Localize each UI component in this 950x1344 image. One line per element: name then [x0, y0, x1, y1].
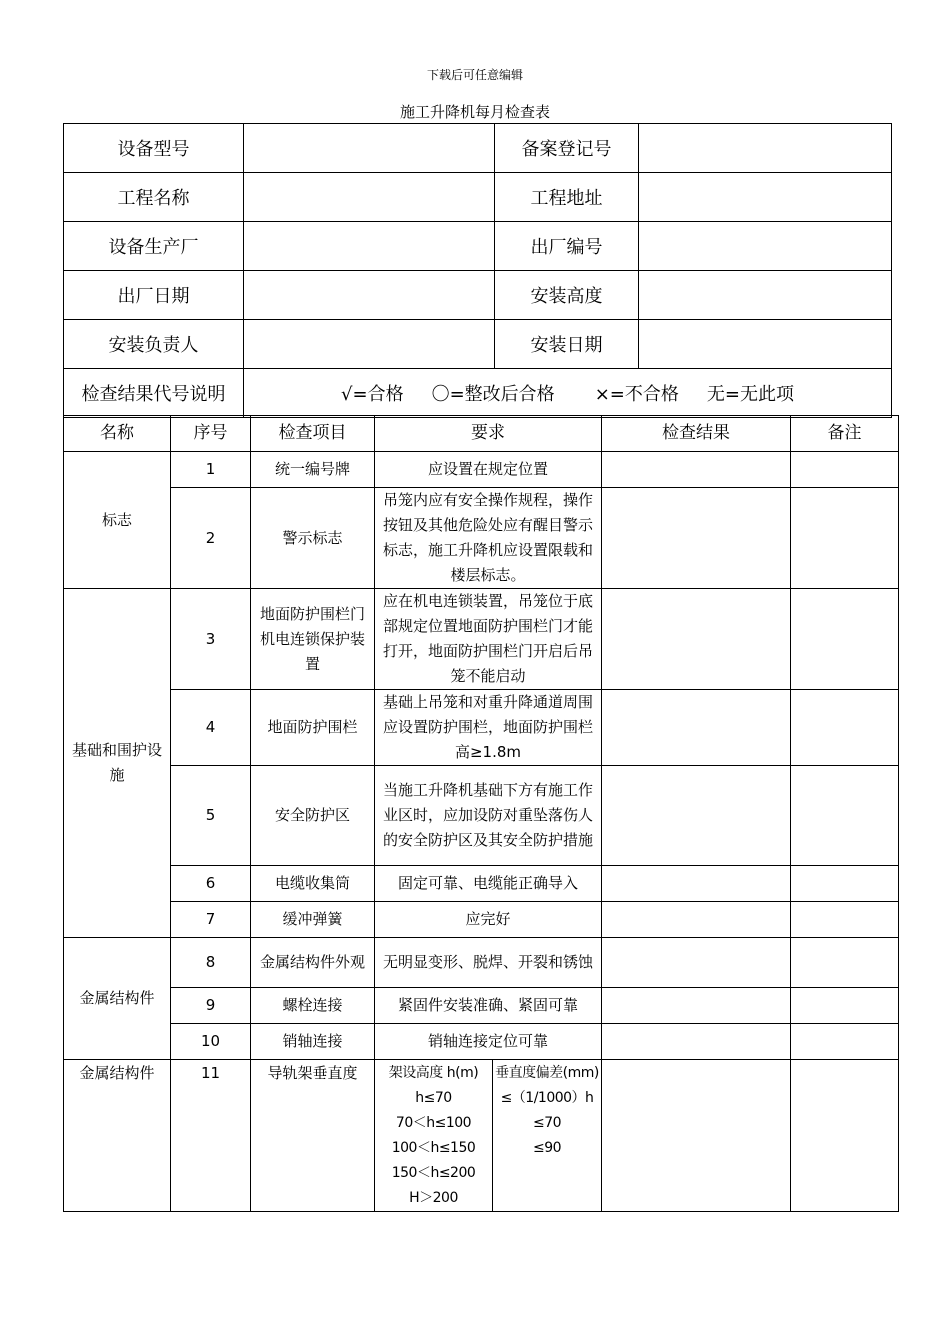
- header-number: 序号: [171, 416, 251, 452]
- row-item: 地面防护围栏: [251, 690, 375, 766]
- info-row: [64, 369, 892, 418]
- factory-date-value: [244, 271, 495, 320]
- project-name-value: [244, 173, 495, 222]
- header-requirement: 要求: [375, 416, 602, 452]
- deviation-value: ≤（1/1000）h: [500, 1090, 594, 1106]
- row-result: [602, 488, 791, 589]
- row-number: 1: [171, 452, 251, 488]
- install-date-value: [639, 320, 892, 369]
- install-height-value: [639, 271, 892, 320]
- group-metal: 金属结构件: [64, 938, 171, 1060]
- table-row: [64, 452, 899, 488]
- table-row: [64, 1060, 899, 1212]
- height-range: 70＜h≤100: [395, 1115, 472, 1131]
- row-item: 安全防护区: [251, 766, 375, 866]
- row-number: 6: [171, 866, 251, 902]
- row-result: [602, 1060, 791, 1212]
- info-row: [64, 124, 892, 173]
- row-result: [602, 988, 791, 1024]
- table-row: [64, 866, 899, 902]
- row-requirement: 应完好: [375, 902, 602, 938]
- code-fail: ×=不合格: [594, 384, 679, 405]
- row-number: 10: [171, 1024, 251, 1060]
- height-range: h≤70: [415, 1090, 452, 1106]
- info-row: [64, 320, 892, 369]
- row-requirement: 销轴连接定位可靠: [375, 1024, 602, 1060]
- row-remark: [791, 488, 899, 589]
- code-legend: [244, 369, 892, 418]
- row-remark: [791, 938, 899, 988]
- group-metal-2: 金属结构件: [64, 1060, 171, 1212]
- group-foundation: 基础和围护设施: [64, 589, 171, 938]
- row-item: 导轨架垂直度: [251, 1060, 375, 1212]
- model-label: 设备型号: [64, 124, 244, 173]
- row-result: [602, 1024, 791, 1060]
- row-number: 11: [171, 1060, 251, 1212]
- table-row: [64, 1024, 899, 1060]
- row-number: 7: [171, 902, 251, 938]
- factory-date-label: 出厂日期: [64, 271, 244, 320]
- row-requirement: 基础上吊笼和对重升降通道周围应设置防护围栏，地面防护围栏高≥1.8m: [375, 690, 602, 766]
- row-result: [602, 452, 791, 488]
- install-date-label: 安装日期: [495, 320, 639, 369]
- row-requirement: 固定可靠、电缆能正确导入: [375, 866, 602, 902]
- row-remark: [791, 452, 899, 488]
- document-title: 施工升降机每月检查表: [399, 103, 550, 121]
- row-item: 销轴连接: [251, 1024, 375, 1060]
- install-height-label: 安装高度: [495, 271, 639, 320]
- row-number: 5: [171, 766, 251, 866]
- row-requirement: 应设置在规定位置: [375, 452, 602, 488]
- manufacturer-label: 设备生产厂: [64, 222, 244, 271]
- header-note: 下载后可任意编辑: [426, 68, 523, 82]
- code-legend-label: 检查结果代号说明: [64, 369, 244, 418]
- row-result: [602, 938, 791, 988]
- height-range: 150＜h≤200: [391, 1165, 476, 1181]
- row-remark: [791, 766, 899, 866]
- group-sign: 标志: [64, 452, 171, 589]
- height-range-cell: [375, 1060, 493, 1212]
- header-remark: 备注: [791, 416, 899, 452]
- info-row: [64, 222, 892, 271]
- height-range-header: 架设高度 h(m): [388, 1065, 479, 1081]
- project-address-label: 工程地址: [495, 173, 639, 222]
- row-number: 9: [171, 988, 251, 1024]
- deviation-value: ≤90: [532, 1140, 562, 1156]
- row-number: 8: [171, 938, 251, 988]
- project-name-label: 工程名称: [64, 173, 244, 222]
- model-value: [244, 124, 495, 173]
- table-row: [64, 938, 899, 988]
- header-item: 检查项目: [251, 416, 375, 452]
- table-row: [64, 690, 899, 766]
- install-leader-value: [244, 320, 495, 369]
- row-requirement: 吊笼内应有安全操作规程，操作按钮及其他危险处应有醒目警示标志，施工升降机应设置限载和楼层标志。: [375, 488, 602, 589]
- row-remark: [791, 690, 899, 766]
- row-requirement: 应在机电连锁装置，吊笼位于底部规定位置地面防护围栏门才能打开，地面防护围栏门开启后吊笼不能启动: [375, 589, 602, 690]
- header-name: 名称: [64, 416, 171, 452]
- table-row: [64, 488, 899, 589]
- row-item: 地面防护围栏门机电连锁保护装置: [251, 589, 375, 690]
- code-na: 无=无此项: [706, 384, 794, 405]
- info-row: [64, 173, 892, 222]
- row-item: 缓冲弹簧: [251, 902, 375, 938]
- row-number: 2: [171, 488, 251, 589]
- code-rectified: 〇=整改后合格: [431, 384, 555, 405]
- row-result: [602, 902, 791, 938]
- equipment-info-table: [63, 123, 892, 418]
- row-result: [602, 589, 791, 690]
- table-row: [64, 589, 899, 690]
- code-pass: √=合格: [341, 384, 404, 405]
- table-row: [64, 902, 899, 938]
- row-item: 电缆收集筒: [251, 866, 375, 902]
- row-remark: [791, 988, 899, 1024]
- table-row: [64, 766, 899, 866]
- deviation-cell: [493, 1060, 602, 1212]
- row-number: 4: [171, 690, 251, 766]
- inspection-table: [63, 415, 899, 1212]
- deviation-header: 垂直度偏差(mm): [495, 1065, 599, 1081]
- height-range: 100＜h≤150: [391, 1140, 476, 1156]
- row-remark: [791, 1060, 899, 1212]
- row-item: 统一编号牌: [251, 452, 375, 488]
- row-result: [602, 690, 791, 766]
- deviation-value: ≤70: [532, 1115, 562, 1131]
- row-item: 金属结构件外观: [251, 938, 375, 988]
- project-address-value: [639, 173, 892, 222]
- row-result: [602, 766, 791, 866]
- row-remark: [791, 589, 899, 690]
- info-row: [64, 271, 892, 320]
- table-header-row: [64, 416, 899, 452]
- factory-number-value: [639, 222, 892, 271]
- row-requirement: 无明显变形、脱焊、开裂和锈蚀: [375, 938, 602, 988]
- registration-label: 备案登记号: [495, 124, 639, 173]
- row-number: 3: [171, 589, 251, 690]
- row-result: [602, 866, 791, 902]
- row-item: 螺栓连接: [251, 988, 375, 1024]
- row-requirement: 紧固件安装准确、紧固可靠: [375, 988, 602, 1024]
- header-result: 检查结果: [602, 416, 791, 452]
- registration-value: [639, 124, 892, 173]
- row-remark: [791, 902, 899, 938]
- row-item: 警示标志: [251, 488, 375, 589]
- row-remark: [791, 1024, 899, 1060]
- height-range: H＞200: [409, 1190, 458, 1206]
- manufacturer-value: [244, 222, 495, 271]
- factory-number-label: 出厂编号: [495, 222, 639, 271]
- table-row: [64, 988, 899, 1024]
- install-leader-label: 安装负责人: [64, 320, 244, 369]
- row-requirement: 当施工升降机基础下方有施工作业区时，应加设防对重坠落伤人的安全防护区及其安全防护措施: [375, 766, 602, 866]
- row-remark: [791, 866, 899, 902]
